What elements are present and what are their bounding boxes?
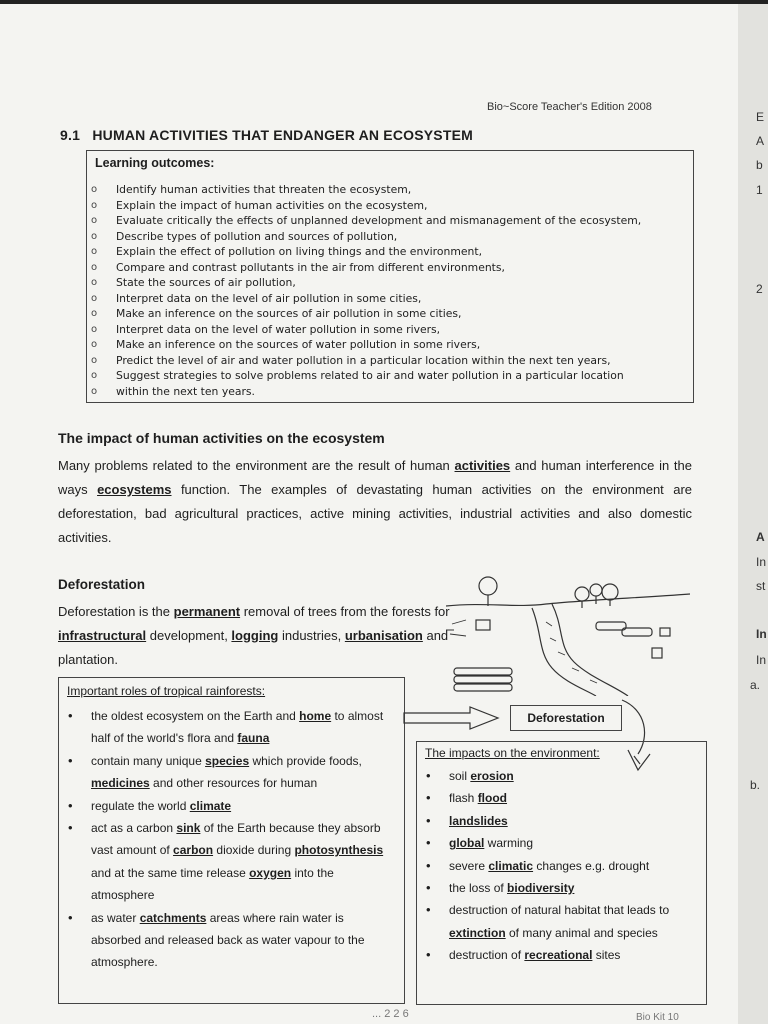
keyword: oxygen bbox=[249, 865, 292, 880]
impacts-list bbox=[417, 765, 697, 967]
deforestation-paragraph bbox=[58, 600, 452, 672]
keyword: permanent bbox=[173, 604, 241, 619]
outcome-item: o Explain the impact of human activities on the ecosystem, bbox=[87, 198, 641, 214]
text-run: soil bbox=[449, 769, 471, 783]
outcome-item: o Explain the effect of pollution on living things and the environment, bbox=[87, 244, 641, 260]
impact-item bbox=[417, 832, 697, 854]
edge-letter: a. bbox=[750, 678, 761, 692]
keyword: urbanisation bbox=[344, 628, 423, 643]
text-run: Deforestation is the bbox=[58, 604, 174, 619]
outcome-item: o Describe types of pollution and sources of pollution, bbox=[87, 229, 641, 245]
edge-letter: st bbox=[756, 579, 766, 593]
log-pile-icon bbox=[454, 668, 512, 691]
edge-letter: 1 bbox=[756, 183, 763, 197]
keyword: erosion bbox=[470, 769, 514, 783]
text-run: act as a carbon bbox=[91, 821, 177, 836]
impact-item bbox=[417, 944, 697, 966]
stump-icon bbox=[476, 620, 670, 658]
impact-item bbox=[417, 899, 697, 944]
outcome-item: o Predict the level of air and water pollution in a particular location within the next ten years, bbox=[87, 353, 641, 369]
edge-letter: In bbox=[756, 627, 767, 641]
impact-paragraph bbox=[58, 454, 692, 550]
text-run: removal of trees from the forests for bbox=[240, 604, 450, 619]
edition-header: Bio~Score Teacher's Edition 2008 bbox=[487, 101, 652, 113]
fallen-logs-icon bbox=[596, 622, 652, 636]
horizon-line bbox=[446, 594, 690, 606]
keyword: landslides bbox=[449, 813, 508, 828]
learning-outcomes-heading: Learning outcomes: bbox=[95, 156, 215, 170]
text-run: changes e.g. drought bbox=[533, 858, 650, 873]
edge-letter: In bbox=[756, 653, 767, 667]
impact-item bbox=[417, 855, 697, 877]
rainforest-roles-box bbox=[58, 677, 405, 1004]
keyword: flood bbox=[477, 791, 508, 806]
text-run: warming bbox=[484, 836, 534, 851]
outcome-item: o Evaluate critically the effects of unplanned development and mismanagement of the ecosystem, bbox=[87, 213, 641, 229]
tree-icon bbox=[479, 577, 497, 606]
text-run: and plantation. bbox=[58, 628, 449, 667]
keyword: ecosystems bbox=[97, 482, 172, 497]
text-run: contain many unique bbox=[91, 753, 206, 768]
river-bank-left bbox=[532, 608, 596, 696]
keyword: carbon bbox=[173, 843, 214, 858]
outcome-item: o Interpret data on the level of air pollution in some cities, bbox=[87, 291, 641, 307]
section-title bbox=[60, 127, 473, 143]
keyword: home bbox=[299, 709, 332, 723]
keyword: biodiversity bbox=[507, 881, 575, 896]
outcome-item: o Interpret data on the level of water pollution in some rivers, bbox=[87, 322, 641, 338]
text-run: to almost half of the world's flora and bbox=[91, 709, 384, 746]
adjacent-page-gutter bbox=[738, 4, 768, 1024]
impact-item bbox=[417, 765, 697, 787]
role-item bbox=[59, 750, 389, 795]
rainforest-roles-list bbox=[59, 705, 389, 974]
cut-marks bbox=[446, 620, 466, 636]
river-bank-right bbox=[552, 604, 628, 696]
role-item bbox=[59, 817, 389, 907]
edge-letter: A bbox=[756, 134, 765, 148]
text-run: areas where rain water is absorbed and released back as water vapour to the atmosphere. bbox=[91, 910, 365, 970]
text-run: the loss of bbox=[449, 881, 508, 896]
impact-item bbox=[417, 877, 697, 899]
text-run: severe bbox=[449, 858, 489, 873]
edge-letter: In bbox=[756, 555, 767, 569]
text-run: development, bbox=[146, 628, 232, 643]
edge-letter: E bbox=[756, 110, 765, 124]
keyword: photosynthesis bbox=[294, 843, 384, 858]
keyword: activities bbox=[454, 458, 511, 473]
outcome-continuation: o within the next ten years. bbox=[87, 384, 641, 400]
text-run: and human interference in the ways bbox=[58, 458, 692, 497]
impacts-title: The impacts on the environment: bbox=[425, 746, 600, 760]
section-number: 9.1 bbox=[60, 127, 81, 143]
keyword: logging bbox=[231, 628, 279, 643]
keyword: extinction bbox=[449, 925, 506, 940]
deforestation-label-box: Deforestation bbox=[510, 705, 622, 731]
text-run: of the Earth because they absorb vast amount of bbox=[91, 821, 381, 858]
tree-icon bbox=[590, 584, 602, 604]
text-run: regulate the world bbox=[91, 798, 190, 813]
role-item bbox=[59, 795, 389, 817]
text-run: sites bbox=[592, 948, 621, 963]
outcome-item: o State the sources of air pollution, bbox=[87, 275, 641, 291]
footer-note: Bio Kit 10 bbox=[636, 1012, 679, 1023]
text-run: the oldest ecosystem on the Earth and bbox=[91, 709, 300, 723]
impact-item bbox=[417, 810, 697, 832]
text-run: and other resources for human bbox=[149, 776, 318, 791]
text-run: destruction of natural habitat that leads to bbox=[449, 903, 670, 918]
rainforest-roles-title: Important roles of tropical rainforests: bbox=[67, 684, 266, 698]
text-run: industries, bbox=[278, 628, 345, 643]
outcome-item: o Make an inference on the sources of air pollution in some cities, bbox=[87, 306, 641, 322]
learning-outcomes-box bbox=[86, 150, 694, 403]
text-run: and at the same time release bbox=[91, 865, 250, 880]
keyword: medicines bbox=[91, 776, 150, 791]
deforestation-illustration bbox=[446, 572, 690, 696]
edge-letter: b. bbox=[750, 778, 761, 792]
outcome-item: o Compare and contrast pollutants in the air from different environments, bbox=[87, 260, 641, 276]
impacts-box bbox=[416, 741, 707, 1005]
keyword: recreational bbox=[524, 948, 593, 963]
role-item bbox=[59, 705, 389, 750]
keyword: climatic bbox=[488, 858, 534, 873]
text-run: which provide foods, bbox=[249, 753, 362, 768]
learning-outcomes-list bbox=[87, 182, 641, 399]
outcome-item: o Make an inference on the sources of water pollution in some rivers, bbox=[87, 337, 641, 353]
text-run: of many animal and species bbox=[505, 925, 658, 940]
edge-letter: 2 bbox=[756, 282, 763, 296]
outcome-item: o Suggest strategies to solve problems related to air and water pollution in a particular location bbox=[87, 368, 641, 384]
text-run: into the atmosphere bbox=[91, 865, 334, 903]
keyword: sink bbox=[176, 821, 201, 836]
impact-heading: The impact of human activities on the ecosystem bbox=[58, 430, 385, 446]
tree-icon bbox=[575, 587, 589, 608]
edge-letter: A bbox=[756, 530, 765, 544]
text-run: function. The examples of devastating human activities on the environment are deforestation, bad agricultural practices, active mining activities, industrial activities and also domestic activities. bbox=[58, 482, 693, 545]
keyword: fauna bbox=[237, 731, 270, 746]
edge-letter: b bbox=[756, 158, 763, 172]
right-arrow-icon bbox=[402, 706, 502, 730]
keyword: species bbox=[205, 753, 250, 768]
keyword: catchments bbox=[139, 910, 207, 925]
tree-icon bbox=[602, 584, 618, 606]
page-number: ... 2 2 6 bbox=[372, 1008, 409, 1020]
text-run: flash bbox=[449, 791, 478, 806]
keyword: infrastructural bbox=[58, 628, 147, 643]
text-run: destruction of bbox=[449, 948, 525, 963]
text-run: dioxide during bbox=[213, 843, 295, 858]
role-item bbox=[59, 907, 389, 974]
text-run: as water bbox=[91, 910, 140, 925]
text-run: Many problems related to the environment are the result of human bbox=[58, 458, 455, 473]
outcome-item: o Identify human activities that threaten the ecosystem, bbox=[87, 182, 641, 198]
keyword: global bbox=[449, 836, 485, 851]
section-title-text: HUMAN ACTIVITIES THAT ENDANGER AN ECOSYSTEM bbox=[92, 127, 473, 143]
keyword: climate bbox=[189, 798, 232, 813]
impact-item bbox=[417, 787, 697, 809]
deforestation-heading: Deforestation bbox=[58, 577, 146, 592]
